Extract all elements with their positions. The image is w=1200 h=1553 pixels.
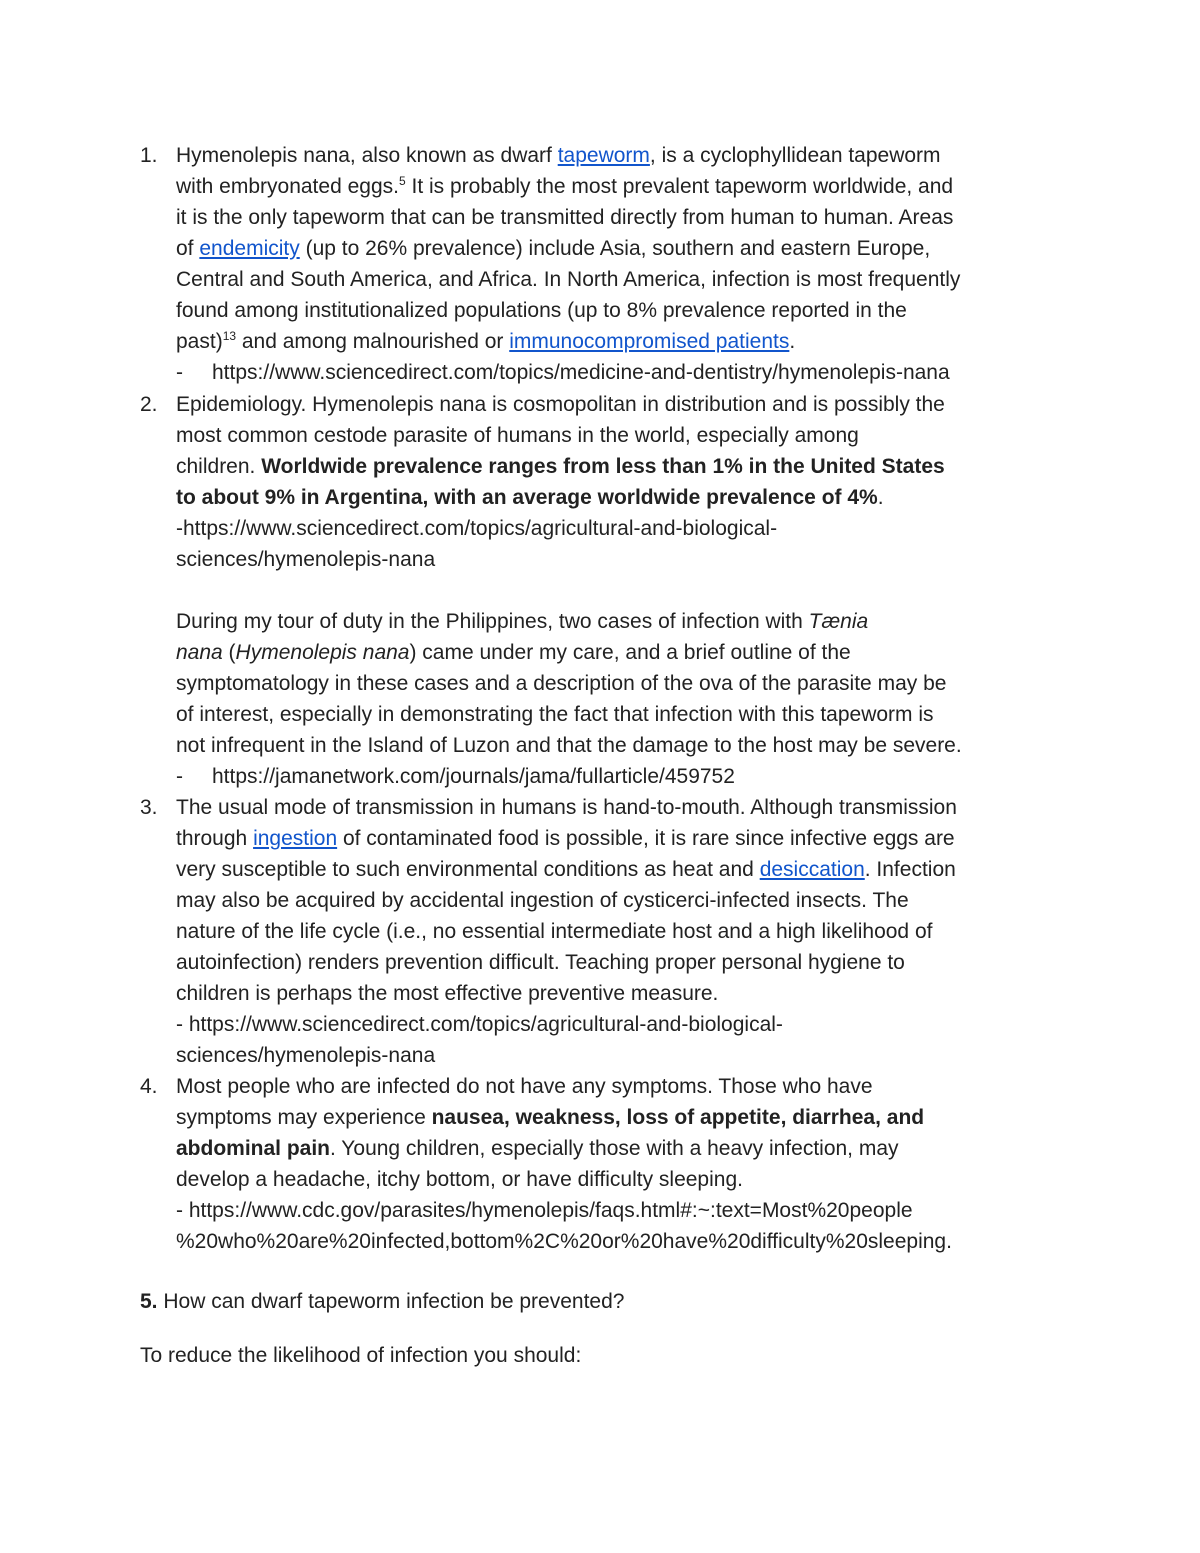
link-tapeworm[interactable]: tapeworm [557,144,650,167]
footnote-ref: 13 [222,329,237,343]
closing-line: To reduce the likelihood of infection you should: [140,1344,582,1367]
paragraph-line: Central and South America, and Africa. In North America, infection is most frequently [176,268,961,291]
paragraph-line: of endemicity (up to 26% prevalence) include Asia, southern and eastern Europe, [176,237,931,260]
paragraph-line: through ingestion of contaminated food is possible, it is rare since infective eggs are [176,827,955,850]
bold-statement: abdominal pain [176,1137,331,1160]
list-number: 3. [140,796,158,819]
paragraph-line: it is the only tapeworm that can be transmitted directly from human to human. Areas [176,206,954,229]
quote-line: of interest, especially in demonstrating the fact that infection with this tapeworm is [176,703,934,726]
source-url: https://www.sciencedirect.com/topics/medicine-and-dentistry/hymenolepis-nana [212,361,950,384]
paragraph-line: to about 9% in Argentina, with an average worldwide prevalence of 4%. [176,486,884,509]
paragraph-line: Most people who are infected do not have any symptoms. Those who have [176,1075,873,1098]
list-number: 2. [140,393,158,416]
quote-line: not infrequent in the Island of Luzon and that the damage to the host may be severe. [176,734,962,757]
bold-statement: to about 9% in Argentina, with an average worldwide prevalence of 4% [176,486,878,509]
footnote-ref: 5 [398,174,406,188]
source-dash: - [176,765,183,788]
quote-line: During my tour of duty in the Philippines, two cases of infection with Tænia [176,610,869,633]
source-url: https://jamanetwork.com/journals/jama/fullarticle/459752 [212,765,735,788]
source-dash: - [176,361,183,384]
list-number: 4. [140,1075,158,1098]
paragraph-line: Epidemiology. Hymenolepis nana is cosmopolitan in distribution and is possibly the [176,393,945,416]
source-url: -https://www.sciencedirect.com/topics/agricultural-and-biological- [176,517,778,540]
paragraph-line: very susceptible to such environmental conditions as heat and desiccation. Infection [176,858,956,881]
quote-line: nana (Hymenolepis nana) came under my care, and a brief outline of the [176,641,851,664]
source-url: sciences/hymenolepis-nana [176,1044,436,1067]
paragraph-line: with embryonated eggs.$^5$ It is probably the most prevalent tapeworm worldwide, and [176,174,954,198]
bold-statement: Worldwide prevalence ranges from less than 1% in the United States [261,455,945,478]
paragraph-line: The usual mode of transmission in humans is hand-to-mouth. Although transmission [176,796,957,819]
paragraph-line: children is perhaps the most effective preventive measure. [176,982,719,1005]
source-url: %20who%20are%20infected,bottom%2C%20or%20have%20difficulty%20sleeping. [176,1230,952,1253]
question-number: 5. [140,1290,158,1313]
link-immunocompromised-patients[interactable]: immunocompromised patients [509,330,790,353]
paragraph-line: children. Worldwide prevalence ranges from less than 1% in the United States [176,455,945,478]
paragraph-line: autoinfection) renders prevention difficult. Teaching proper personal hygiene to [176,951,905,974]
link-desiccation[interactable]: desiccation [759,858,865,881]
paragraph-line: most common cestode parasite of humans in the world, especially among [176,424,859,447]
paragraph-line: nature of the life cycle (i.e., no essential intermediate host and a high likelihood of [176,920,933,943]
quote-line: symptomatology in these cases and a description of the ova of the parasite may be [176,672,947,695]
question-text: How can dwarf tapeworm infection be prevented? [157,1290,625,1313]
source-url: - https://www.cdc.gov/parasites/hymenolepis/faqs.html#:~:text=Most%20people [176,1199,913,1222]
bold-statement: nausea, weakness, loss of appetite, diarrhea, and [431,1106,925,1129]
link-endemicity[interactable]: endemicity [199,237,300,260]
paragraph-line: abdominal pain. Young children, especially those with a heavy infection, may [176,1137,899,1160]
paragraph-line: develop a headache, itchy bottom, or have difficulty sleeping. [176,1168,743,1191]
paragraph-line: symptoms may experience nausea, weakness, loss of appetite, diarrhea, and [176,1106,925,1129]
question-5 [140,1286,624,1317]
paragraph-line: past)$^{13}$ and among malnourished or immunocompromised patients. [176,329,796,353]
list-number: 1. [140,144,158,167]
paragraph-line: Hymenolepis nana, also known as dwarf tapeworm, is a cyclophyllidean tapeworm [176,144,941,167]
source-url: - https://www.sciencedirect.com/topics/agricultural-and-biological- [176,1013,783,1036]
paragraph-line: found among institutionalized populations (up to 8% prevalence reported in the [176,299,907,322]
source-url: sciences/hymenolepis-nana [176,548,436,571]
paragraph-line: may also be acquired by accidental ingestion of cysticerci-infected insects. The [176,889,909,912]
link-ingestion[interactable]: ingestion [253,827,338,850]
